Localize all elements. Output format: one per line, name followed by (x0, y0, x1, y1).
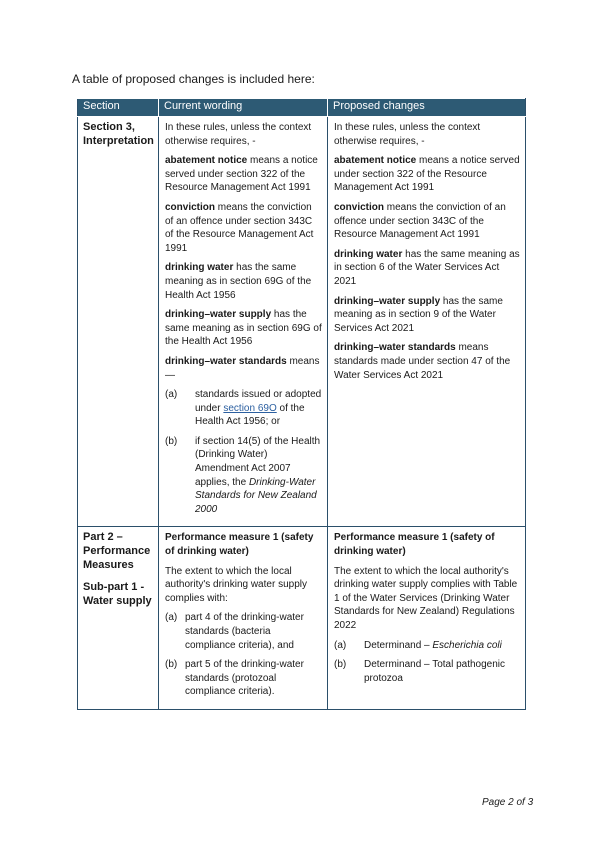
proposed-changes-cell (328, 117, 526, 527)
list-text: Determinand – Total pathogenic protozoa (364, 659, 506, 684)
standards-title: Drinking-Water Standards for New Zealand 2000 (195, 476, 317, 515)
list-item (334, 658, 520, 685)
list-item (334, 639, 520, 653)
list-label: (b) (165, 435, 178, 447)
definition (334, 248, 520, 289)
definition (165, 308, 322, 349)
measure-heading-text: Performance measure 1 (safety of drinking water) (334, 532, 495, 558)
list-text-part: if section 14(5) of the Health (Drinking Water) Amendment Act 2007 applies, the (195, 435, 321, 488)
current-wording-cell (159, 117, 328, 527)
measure-intro: The extent to which the local authority's drinking water supply complies with Table 1 of the Water Services (Drinking Water Standards for New Zealand) Regulations 2022 (334, 565, 518, 631)
measure-intro: The extent to which the local authority's drinking water supply complies with: (165, 565, 307, 604)
definition-text: has the same meaning as in section 6 of the Water Services Act 2021 (334, 248, 520, 287)
definition-text: means a notice served under section 322 of the Resource Management Act 1991 (334, 155, 520, 194)
list-label: (b) (165, 659, 178, 671)
definition (165, 154, 322, 195)
definition-term: conviction (334, 201, 385, 213)
list-label: (a) (334, 639, 347, 651)
table-row (78, 117, 526, 527)
definition-term: abatement notice (334, 155, 417, 167)
definition-text: has the same meaning as in section 69G of the Health Act 1956 (165, 309, 322, 348)
proposed-changes-cell (328, 527, 526, 710)
intro-text: A table of proposed changes is included here: (72, 72, 315, 86)
definition-text: has the same meaning as in section 69G of the Health Act 1956 (165, 262, 312, 301)
list-text-part: of the Health Act 1956; or (195, 402, 305, 428)
definition (165, 201, 322, 255)
definition-text: has the same meaning as in section 9 of the Water Services Act 2021 (334, 295, 503, 334)
current-wording-cell (159, 527, 328, 710)
section-title: Part 2 – Performance Measures (83, 531, 151, 572)
list-item (165, 611, 322, 652)
section-cell (78, 527, 159, 710)
header-current-wording: Current wording (159, 99, 328, 117)
section-title: Section 3, Interpretation (83, 121, 154, 147)
definition-text: means the conviction of an offence under section 343C of the Resource Management Act 1991 (334, 201, 506, 241)
list-text-part: Determinand – (364, 639, 433, 651)
proposed-changes-table (77, 98, 526, 710)
list-item (165, 435, 322, 517)
list-item (165, 658, 322, 699)
definition-text: means a notice served under section 322 of the Resource Management Act 1991 (165, 155, 318, 194)
definition-term: conviction (165, 201, 216, 213)
measure-heading (165, 531, 322, 558)
definition-text: means the conviction of an offence under section 343C of the Resource Management Act 1991 (165, 201, 314, 254)
section-cell (78, 117, 159, 527)
intro-paragraph: In these rules, unless the context otherwise requires, - (165, 122, 312, 147)
definition (334, 154, 520, 195)
definition (334, 341, 520, 382)
list-text (364, 639, 520, 653)
definition-term: drinking–water supply (165, 309, 272, 321)
definition-term: abatement notice (165, 155, 248, 167)
intro-paragraph: In these rules, unless the context otherwise requires, - (334, 122, 481, 147)
definition-term: drinking water (165, 262, 234, 274)
definition-term: drinking–water standards (334, 342, 456, 354)
measure-heading (334, 531, 520, 558)
definition-term: drinking–water supply (334, 295, 441, 307)
subsection-title: Sub-part 1 - Water supply (83, 581, 152, 608)
definition (165, 355, 322, 382)
list-text: part 4 of the drinking-water standards (bacteria compliance criteria), and (185, 612, 304, 651)
list-text: part 5 of the drinking-water standards (protozoal compliance criteria). (185, 659, 304, 698)
list-item (165, 388, 322, 429)
definition (334, 295, 520, 336)
header-proposed-changes: Proposed changes (328, 99, 526, 117)
definition (334, 201, 520, 242)
definition-text: means standards made under section 47 of the Water Services Act 2021 (334, 342, 511, 381)
list-text (195, 388, 322, 429)
table-row (78, 527, 526, 710)
determinand-name: Escherichia coli (432, 639, 502, 651)
section-69o-link[interactable]: section 69O (223, 402, 277, 414)
definition-text: means — (165, 355, 320, 381)
definition-term: drinking water (334, 248, 403, 260)
header-section: Section (78, 99, 159, 117)
list-text-part: standards issued or adopted under (195, 389, 322, 414)
list-label: (a) (165, 612, 178, 624)
definition-term: drinking–water standards (165, 355, 287, 367)
list-text (195, 435, 322, 517)
list-label: (b) (334, 659, 347, 671)
measure-heading-text: Performance measure 1 (safety of drinking water) (165, 532, 314, 558)
table-header-row (78, 99, 526, 117)
page-number: Page 2 of 3 (482, 797, 534, 808)
definition (165, 261, 322, 302)
list-label: (a) (165, 389, 178, 401)
